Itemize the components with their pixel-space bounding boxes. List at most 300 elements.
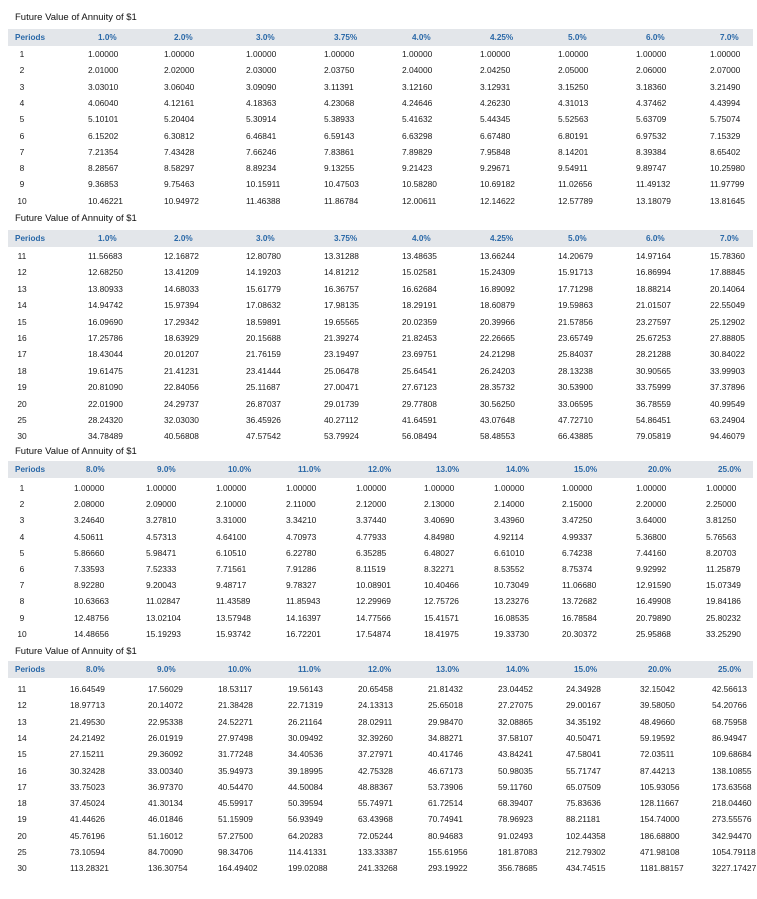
value-cell: 4.99337 <box>562 531 593 542</box>
value-cell: 11.25879 <box>706 564 741 574</box>
value-cell: 14.68033 <box>164 283 199 294</box>
value-cell: 17.56029 <box>148 684 183 694</box>
table-row <box>0 684 757 700</box>
value-cell: 12.75726 <box>424 596 459 607</box>
value-cell: 5.86660 <box>74 547 105 558</box>
value-cell: 17.29342 <box>164 316 199 327</box>
header-rate: 10.0% <box>228 465 252 474</box>
value-cell: 128.11667 <box>640 798 679 809</box>
value-cell: 48.88367 <box>358 781 393 792</box>
value-cell: 7.15329 <box>710 130 741 141</box>
value-cell: 1.00000 <box>562 483 593 493</box>
period-cell: 4 <box>19 97 25 108</box>
value-cell: 20.81090 <box>88 382 123 393</box>
value-cell: 39.58050 <box>640 700 675 711</box>
value-cell: 16.86994 <box>636 267 671 278</box>
value-cell: 6.61010 <box>494 547 525 558</box>
value-cell: 3.43960 <box>494 515 525 526</box>
value-cell: 21.57856 <box>558 316 593 327</box>
value-cell: 25.84037 <box>558 349 593 360</box>
value-cell: 11.46388 <box>246 195 281 206</box>
value-cell: 54.20766 <box>712 700 747 711</box>
value-cell: 8.65402 <box>710 146 741 157</box>
value-cell: 6.97532 <box>636 130 667 141</box>
value-cell: 30.09492 <box>288 732 323 743</box>
value-cell: 21.49530 <box>70 716 105 727</box>
table-row <box>0 847 757 863</box>
value-cell: 34.88271 <box>428 732 463 743</box>
value-cell: 23.69751 <box>402 349 437 360</box>
value-cell: 4.37462 <box>636 97 667 108</box>
value-cell: 32.08865 <box>498 716 533 727</box>
value-cell: 17.25786 <box>88 333 123 343</box>
value-cell: 10.25980 <box>710 163 745 174</box>
period-cell: 12 <box>17 700 27 711</box>
value-cell: 32.03030 <box>164 415 199 425</box>
period-cell: 8 <box>19 163 25 174</box>
value-cell: 24.52271 <box>218 716 253 727</box>
value-cell: 13.02104 <box>146 612 181 623</box>
header-rate: 14.0% <box>506 465 530 474</box>
value-cell: 56.93949 <box>288 814 323 825</box>
value-cell: 9.21423 <box>402 163 433 174</box>
annuity-table-2 <box>0 213 757 454</box>
period-cell: 19 <box>17 382 27 393</box>
value-cell: 16.49908 <box>636 596 671 607</box>
table-row <box>0 251 757 267</box>
value-cell: 37.37896 <box>710 382 745 393</box>
value-cell: 40.56808 <box>164 431 199 442</box>
value-cell: 25.06478 <box>324 365 359 376</box>
value-cell: 10.94972 <box>164 195 199 206</box>
value-cell: 98.34706 <box>218 847 253 857</box>
table-row <box>0 179 757 195</box>
header-rate: 6.0% <box>646 234 665 243</box>
header-rate: 8.0% <box>86 465 105 474</box>
table-title: Future Value of Annuity of $1 <box>15 646 137 657</box>
value-cell: 7.43428 <box>164 146 195 157</box>
table-row <box>0 515 757 531</box>
value-cell: 11.43589 <box>216 596 251 607</box>
value-cell: 1.00000 <box>494 483 525 493</box>
value-cell: 9.92992 <box>636 564 667 574</box>
table-row <box>0 114 757 130</box>
value-cell: 1.00000 <box>216 483 247 493</box>
value-cell: 54.86451 <box>636 415 671 425</box>
value-cell: 40.41746 <box>428 749 463 760</box>
value-cell: 31.77248 <box>218 749 253 760</box>
value-cell: 4.24646 <box>402 97 433 108</box>
value-cell: 32.39260 <box>358 732 393 743</box>
value-cell: 23.27597 <box>636 316 671 327</box>
value-cell: 15.97394 <box>164 300 199 311</box>
value-cell: 181.87083 <box>498 847 538 857</box>
value-cell: 5.76563 <box>706 531 737 542</box>
value-cell: 11.02847 <box>146 596 181 607</box>
value-cell: 21.76159 <box>246 349 281 360</box>
value-cell: 28.02911 <box>358 716 393 727</box>
value-cell: 18.97713 <box>70 700 105 711</box>
value-cell: 16.78584 <box>562 612 597 623</box>
value-cell: 17.88845 <box>710 267 745 278</box>
value-cell: 9.89747 <box>636 163 667 174</box>
value-cell: 7.66246 <box>246 146 277 157</box>
value-cell: 58.48553 <box>480 431 515 442</box>
period-cell: 12 <box>17 267 27 278</box>
table-row <box>0 499 757 515</box>
header-rate: 9.0% <box>157 465 176 474</box>
header-rate: 1.0% <box>98 33 117 42</box>
period-cell: 2 <box>19 499 25 510</box>
value-cell: 9.29671 <box>480 163 511 174</box>
value-cell: 15.91713 <box>558 267 593 278</box>
value-cell: 14.94742 <box>88 300 123 311</box>
value-cell: 36.78559 <box>636 398 671 409</box>
value-cell: 2.13000 <box>424 499 455 510</box>
value-cell: 5.10101 <box>88 114 119 125</box>
value-cell: 109.68684 <box>712 749 752 760</box>
value-cell: 16.72201 <box>286 628 321 639</box>
value-cell: 27.88805 <box>710 333 745 343</box>
value-cell: 30.90565 <box>636 365 671 376</box>
value-cell: 33.75023 <box>70 781 105 792</box>
period-cell: 15 <box>17 316 27 327</box>
value-cell: 2.10000 <box>216 499 247 510</box>
period-cell: 13 <box>17 283 27 294</box>
period-cell: 15 <box>17 749 27 760</box>
value-cell: 5.44345 <box>480 114 511 125</box>
value-cell: 4.23068 <box>324 97 355 108</box>
table-row <box>0 65 757 81</box>
value-cell: 2.14000 <box>494 499 525 510</box>
header-rate: 12.0% <box>368 665 392 674</box>
value-cell: 2.15000 <box>562 499 593 510</box>
value-cell: 22.55049 <box>710 300 745 311</box>
value-cell: 79.05819 <box>636 431 671 442</box>
value-cell: 14.19203 <box>246 267 281 278</box>
table-header-row <box>8 230 753 247</box>
value-cell: 21.82453 <box>402 333 437 343</box>
header-rate: 15.0% <box>574 665 598 674</box>
value-cell: 23.41444 <box>246 365 281 376</box>
value-cell: 15.07349 <box>706 580 741 591</box>
header-rate: 2.0% <box>174 33 193 42</box>
value-cell: 35.94973 <box>218 765 253 776</box>
value-cell: 9.36853 <box>88 179 119 190</box>
table-row <box>0 82 757 98</box>
value-cell: 218.04460 <box>712 798 752 809</box>
value-cell: 138.10855 <box>712 765 752 776</box>
period-cell: 30 <box>17 431 27 442</box>
value-cell: 13.80933 <box>88 283 123 294</box>
value-cell: 3.47250 <box>562 515 593 526</box>
value-cell: 28.24320 <box>88 415 123 425</box>
header-rate: 20.0% <box>648 665 672 674</box>
period-cell: 17 <box>17 349 27 360</box>
value-cell: 29.77808 <box>402 398 437 409</box>
header-rate: 7.0% <box>720 33 739 42</box>
value-cell: 42.75328 <box>358 765 393 776</box>
value-cell: 9.75463 <box>164 179 195 190</box>
value-cell: 55.71747 <box>566 765 601 776</box>
value-cell: 6.15202 <box>88 130 119 141</box>
period-cell: 1 <box>19 483 25 493</box>
value-cell: 91.02493 <box>498 830 533 841</box>
table-header-row <box>8 29 753 46</box>
value-cell: 12.00611 <box>402 195 437 206</box>
value-cell: 28.13238 <box>558 365 593 376</box>
header-rate: 25.0% <box>718 665 742 674</box>
table-row <box>0 733 757 749</box>
value-cell: 7.21354 <box>88 146 119 157</box>
value-cell: 9.78327 <box>286 580 317 591</box>
value-cell: 4.26230 <box>480 97 511 108</box>
value-cell: 10.69182 <box>480 179 515 190</box>
value-cell: 8.20703 <box>706 547 737 558</box>
value-cell: 1.00000 <box>710 49 741 59</box>
value-cell: 16.62684 <box>402 283 437 294</box>
table-row <box>0 366 757 382</box>
value-cell: 8.58297 <box>164 163 195 174</box>
value-cell: 15.41571 <box>424 612 459 623</box>
value-cell: 14.16397 <box>286 612 321 623</box>
value-cell: 1.00000 <box>146 483 177 493</box>
value-cell: 21.81432 <box>428 684 463 694</box>
value-cell: 2.07000 <box>710 65 741 76</box>
value-cell: 164.49402 <box>218 863 258 874</box>
value-cell: 2.09000 <box>146 499 177 510</box>
value-cell: 12.29969 <box>356 596 391 607</box>
header-periods: Periods <box>15 465 46 474</box>
table-row <box>0 267 757 283</box>
value-cell: 33.25290 <box>706 628 741 639</box>
table-row <box>0 613 757 629</box>
value-cell: 39.18995 <box>288 765 323 776</box>
table-row <box>0 564 757 580</box>
value-cell: 5.98471 <box>146 547 177 558</box>
value-cell: 2.04000 <box>402 65 433 76</box>
value-cell: 68.39407 <box>498 798 533 809</box>
value-cell: 15.61779 <box>246 283 281 294</box>
value-cell: 1.00000 <box>164 49 195 59</box>
value-cell: 10.46221 <box>88 195 123 206</box>
period-cell: 19 <box>17 814 27 825</box>
value-cell: 19.59863 <box>558 300 593 311</box>
header-rate: 4.0% <box>412 234 431 243</box>
value-cell: 47.57542 <box>246 431 281 442</box>
value-cell: 10.47503 <box>324 179 359 190</box>
value-cell: 57.27500 <box>218 830 253 841</box>
value-cell: 19.33730 <box>494 628 529 639</box>
value-cell: 3.40690 <box>424 515 455 526</box>
value-cell: 40.99549 <box>710 398 745 409</box>
period-cell: 30 <box>17 863 27 874</box>
value-cell: 133.33387 <box>358 847 398 857</box>
table-row <box>0 382 757 398</box>
value-cell: 24.21492 <box>70 732 105 743</box>
value-cell: 40.54470 <box>218 781 253 792</box>
value-cell: 5.75074 <box>710 114 741 125</box>
period-cell: 14 <box>17 300 27 311</box>
value-cell: 12.57789 <box>558 195 593 206</box>
value-cell: 21.01507 <box>636 300 671 311</box>
value-cell: 17.54874 <box>356 628 391 639</box>
table-row <box>0 629 757 645</box>
value-cell: 17.71298 <box>558 283 593 294</box>
table-row <box>0 284 757 300</box>
value-cell: 5.30914 <box>246 114 277 125</box>
value-cell: 40.27112 <box>324 415 359 425</box>
value-cell: 25.67253 <box>636 333 671 343</box>
value-cell: 3.03010 <box>88 81 119 92</box>
value-cell: 1054.79118 <box>712 847 756 857</box>
value-cell: 3.12160 <box>402 81 433 92</box>
table-row <box>0 782 757 798</box>
value-cell: 2.08000 <box>74 499 105 510</box>
value-cell: 13.48635 <box>402 251 437 261</box>
value-cell: 1.00000 <box>402 49 433 59</box>
value-cell: 13.23276 <box>494 596 529 607</box>
value-cell: 18.41975 <box>424 628 459 639</box>
value-cell: 20.15688 <box>246 333 281 343</box>
period-cell: 3 <box>19 515 25 526</box>
value-cell: 3.09090 <box>246 81 277 92</box>
value-cell: 51.16012 <box>148 830 183 841</box>
header-rate: 9.0% <box>157 665 176 674</box>
value-cell: 5.38933 <box>324 114 355 125</box>
table-row <box>0 196 757 212</box>
value-cell: 199.02088 <box>288 863 328 874</box>
table-row <box>0 349 757 365</box>
table-row <box>0 863 757 879</box>
value-cell: 18.53117 <box>218 684 253 694</box>
value-cell: 15.19293 <box>146 628 181 639</box>
period-cell: 18 <box>17 798 27 809</box>
value-cell: 434.74515 <box>566 863 606 874</box>
header-rate: 3.0% <box>256 234 275 243</box>
header-rate: 20.0% <box>648 465 672 474</box>
value-cell: 4.64100 <box>216 531 247 542</box>
value-cell: 29.98470 <box>428 716 463 727</box>
value-cell: 1.00000 <box>246 49 277 59</box>
value-cell: 3.24640 <box>74 515 105 526</box>
value-cell: 4.77933 <box>356 531 387 542</box>
value-cell: 34.35192 <box>566 716 601 727</box>
period-cell: 16 <box>17 333 27 343</box>
value-cell: 80.94683 <box>428 830 463 841</box>
value-cell: 3.11391 <box>324 81 354 92</box>
header-rate: 13.0% <box>436 465 460 474</box>
table-row <box>0 333 757 349</box>
value-cell: 88.21181 <box>566 814 601 825</box>
value-cell: 11.02656 <box>558 179 593 190</box>
value-cell: 45.76196 <box>70 830 105 841</box>
value-cell: 4.12161 <box>164 97 195 108</box>
value-cell: 13.66244 <box>480 251 515 261</box>
value-cell: 356.78685 <box>498 863 538 874</box>
value-cell: 29.36092 <box>148 749 183 760</box>
value-cell: 10.08901 <box>356 580 391 591</box>
period-cell: 4 <box>19 531 25 542</box>
header-periods: Periods <box>15 665 46 674</box>
period-cell: 25 <box>17 415 27 425</box>
value-cell: 37.58107 <box>498 732 533 743</box>
value-cell: 25.80232 <box>706 612 741 623</box>
value-cell: 20.30372 <box>562 628 597 639</box>
value-cell: 14.20679 <box>558 251 593 261</box>
value-cell: 2.04250 <box>480 65 511 76</box>
table-header-row <box>8 661 753 678</box>
value-cell: 273.55576 <box>712 814 752 825</box>
value-cell: 24.21298 <box>480 349 515 360</box>
period-cell: 20 <box>17 830 27 841</box>
period-cell: 18 <box>17 365 27 376</box>
table-row <box>0 98 757 114</box>
value-cell: 22.71319 <box>288 700 323 711</box>
table-row <box>0 415 757 431</box>
value-cell: 27.27075 <box>498 700 533 711</box>
value-cell: 33.00340 <box>148 765 183 776</box>
period-cell: 10 <box>17 628 27 639</box>
header-periods: Periods <box>15 33 46 42</box>
period-cell: 9 <box>19 179 25 190</box>
value-cell: 21.41231 <box>164 365 199 376</box>
value-cell: 18.59891 <box>246 316 281 327</box>
value-cell: 63.43968 <box>358 814 393 825</box>
value-cell: 64.20283 <box>288 830 323 841</box>
value-cell: 1.00000 <box>356 483 387 493</box>
value-cell: 33.99903 <box>710 365 745 376</box>
period-cell: 16 <box>17 765 27 776</box>
value-cell: 47.58041 <box>566 749 601 760</box>
value-cell: 17.98135 <box>324 300 359 311</box>
period-cell: 11 <box>17 684 27 694</box>
value-cell: 12.48756 <box>74 612 109 623</box>
period-cell: 5 <box>19 114 25 125</box>
annuity-table-4 <box>0 646 757 886</box>
header-rate: 2.0% <box>174 234 193 243</box>
header-rate: 11.0% <box>298 465 321 474</box>
value-cell: 16.89092 <box>480 283 515 294</box>
value-cell: 29.00167 <box>566 700 601 711</box>
value-cell: 86.94947 <box>712 732 747 743</box>
value-cell: 18.29191 <box>402 300 437 311</box>
value-cell: 212.79302 <box>566 847 606 857</box>
value-cell: 25.95868 <box>636 628 671 639</box>
value-cell: 41.30134 <box>148 798 183 809</box>
value-cell: 25.65018 <box>428 700 463 711</box>
value-cell: 136.30754 <box>148 863 188 874</box>
value-cell: 26.01919 <box>148 732 183 743</box>
value-cell: 12.68250 <box>88 267 123 278</box>
header-rate: 1.0% <box>98 234 117 243</box>
value-cell: 18.88214 <box>636 283 671 294</box>
value-cell: 10.40466 <box>424 580 459 591</box>
value-cell: 19.61475 <box>88 365 123 376</box>
value-cell: 293.19922 <box>428 863 468 874</box>
value-cell: 15.78360 <box>710 251 745 261</box>
value-cell: 27.00471 <box>324 382 359 393</box>
table-row <box>0 131 757 147</box>
value-cell: 33.75999 <box>636 382 671 393</box>
table-row <box>0 749 757 765</box>
value-cell: 13.57948 <box>216 612 251 623</box>
value-cell: 9.20043 <box>146 580 177 591</box>
period-cell: 25 <box>17 847 27 857</box>
annuity-table-3 <box>0 446 757 651</box>
value-cell: 22.95338 <box>148 716 183 727</box>
value-cell: 3.34210 <box>286 515 317 526</box>
